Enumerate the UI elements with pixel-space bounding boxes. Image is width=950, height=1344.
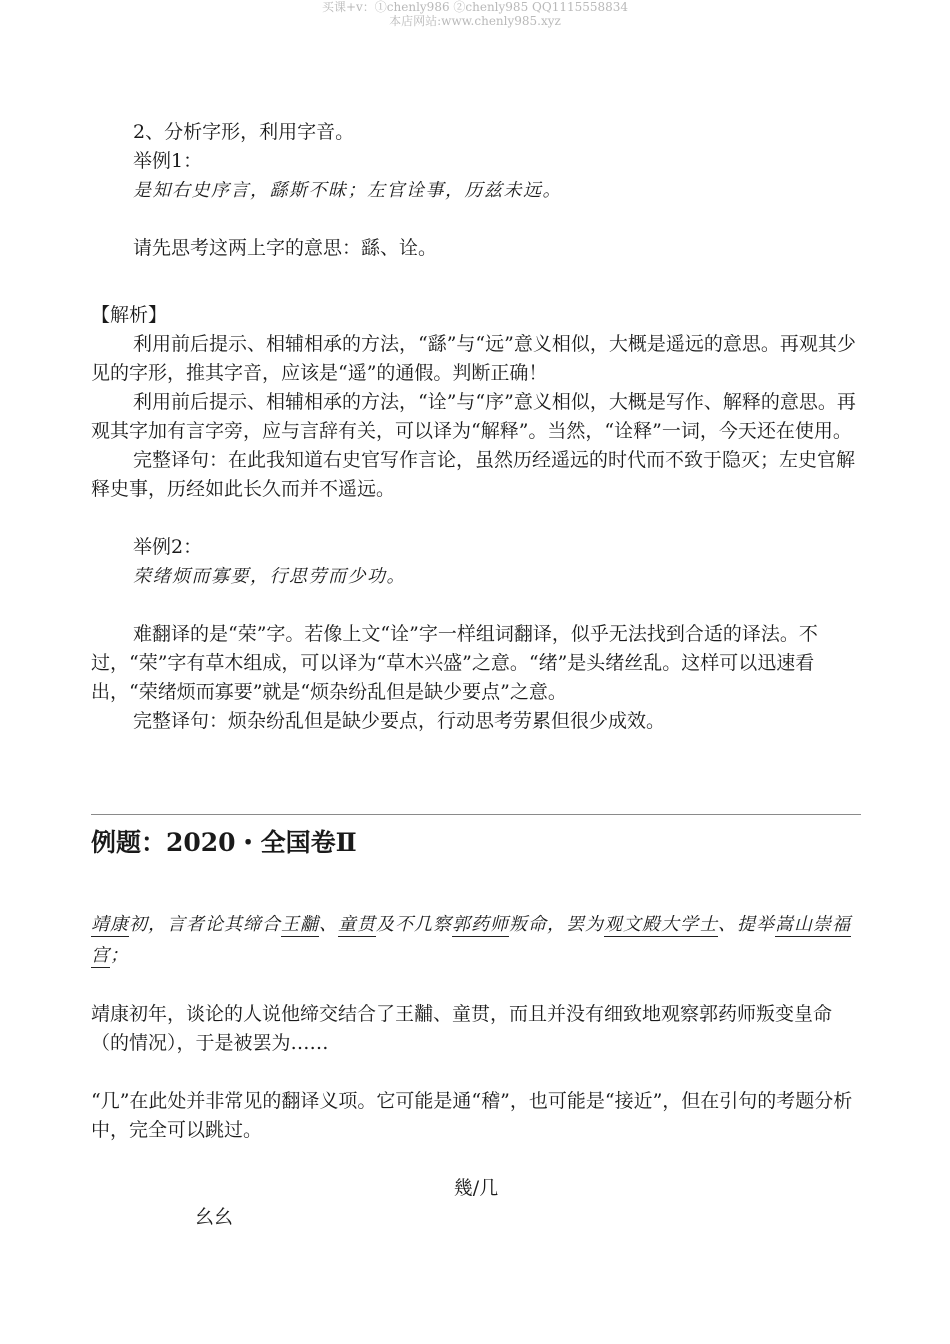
section-title: 2、分析字形，利用字音。 — [133, 121, 355, 143]
analysis-paragraph-1: 利用前后提示、相辅相承的方法，“繇”与“远”意义相似，大概是遥远的意思。再观其少见的字形，推其字音，应该是“遥”的通假。判断正确！ — [91, 333, 856, 384]
example-2-label: 举例2： — [133, 536, 203, 558]
exam-translation: 靖康初年，谈论的人说他缔交结合了王黼、童贯，而且并没有细致地观察郭药师叛变皇命（的情况），于是被罢为…… — [91, 1003, 833, 1054]
quote-text: 、提举 — [718, 914, 775, 935]
example-2-paragraph-2: 完整译句：烦杂纷乱但是缺少要点，行动思考劳累但很少成效。 — [133, 710, 666, 732]
think-prompt: 请先思考这两上字的意思：繇、诠。 — [133, 237, 438, 259]
quote-term-guoyaoshi: 郭药师 — [452, 914, 509, 935]
document-body — [91, 118, 861, 1232]
quote-text: ； — [110, 945, 129, 966]
analysis-paragraph-2: 利用前后提示、相辅相承的方法，“诠”与“序”意义相似，大概是写作、解释的意思。再观其字加有言字旁，应与言辞有关，可以译为“解释”。当然，“诠释”一词，今天还在使用。 — [91, 391, 856, 442]
example-1-quote: 是知右史序言，繇斯不昧；左官诠事，历兹未远。 — [133, 180, 562, 201]
quote-term-wangfu: 王黼 — [281, 914, 319, 935]
watermark — [0, 0, 950, 28]
analysis-paragraph-3: 完整译句：在此我知道右史官写作言论，虽然历经遥远的时代而不致于隐灭；左史官解释史事，历经如此长久而并不遥远。 — [91, 449, 856, 500]
example-heading: 例题：2020・全国卷Ⅱ — [91, 828, 357, 857]
example-2-paragraph-1: 难翻译的是“荣”字。若像上文“诠”字一样组词翻译，似乎无法找到合适的译法。不过，“荣”字有草木组成，可以译为“草木兴盛”之意。“绪”是头绪丝乱。这样可以迅速看出，“荣绪烦而寡要”就是“烦杂纷乱但是缺少要点”之意。 — [91, 623, 818, 703]
watermark-line-2: 本店网站:www.chenly985.xyz — [389, 14, 561, 28]
exam-note: “几”在此处并非常见的翻译义项。它可能是通“稽”，也可能是“接近”，但在引句的考题分析中，完全可以跳过。 — [91, 1090, 853, 1141]
glyph-ji: 幾/几 — [453, 1177, 499, 1199]
example-2-quote: 荣绪烦而寡要，行思劳而少功。 — [133, 566, 406, 587]
quote-text: 叛命，罢为 — [509, 914, 604, 935]
quote-text: 初，言者论其缔合 — [129, 914, 281, 935]
analysis-label: 【解析】 — [91, 304, 168, 326]
quote-term-guanwendian: 观文殿大学士 — [604, 914, 718, 935]
quote-term-jingkang: 靖康 — [91, 914, 129, 935]
section-divider — [91, 814, 861, 815]
quote-text: 及不几察 — [376, 914, 452, 935]
quote-text: 、 — [319, 914, 338, 935]
watermark-line-1: 买课+v：①chenly986 ②chenly985 QQ1115558834 — [321, 0, 629, 14]
example-1-label: 举例1： — [133, 150, 203, 172]
quote-term-tongguan: 童贯 — [338, 914, 376, 935]
glyph-you: 幺幺 — [195, 1206, 234, 1228]
exam-quote — [91, 909, 861, 971]
quote-term-songshan: 嵩山崇福宫 — [91, 914, 851, 966]
